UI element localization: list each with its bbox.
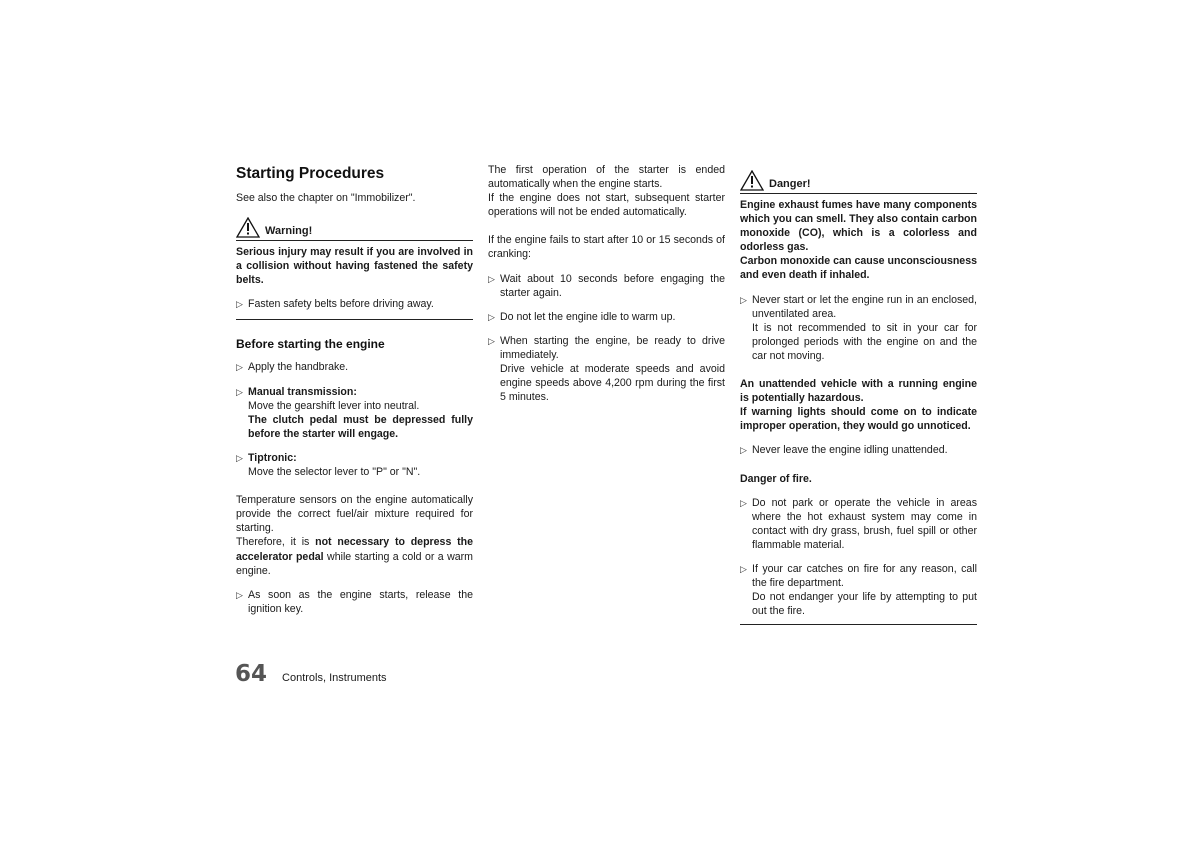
danger-text: Carbon monoxide can cause unconsciousness and even death if inhaled. [740, 255, 977, 282]
column-2 [488, 163, 725, 404]
danger-header [740, 170, 977, 194]
bullet-triangle-icon: ▷ [740, 294, 747, 305]
warning-text: Serious injury may result if you are involved in a collision without having fastened the safety belts. [236, 246, 473, 287]
bullet-triangle-icon: ▷ [236, 299, 243, 310]
bullet-triangle-icon: ▷ [488, 335, 495, 346]
list-item [236, 297, 473, 311]
warning-header [236, 217, 473, 241]
bullet-text: Never start or let the engine run in an enclosed, unventilated area. [752, 293, 977, 320]
bullet-triangle-icon: ▷ [740, 563, 747, 574]
warning-triangle-icon [236, 217, 260, 238]
list-item [740, 293, 977, 363]
bullet-text: As soon as the engine starts, release the ignition key. [248, 588, 473, 615]
danger-label: Danger! [769, 178, 811, 190]
bullet-text: Never leave the engine idling unattended. [752, 444, 948, 457]
body-paragraph: If the engine fails to start after 10 or 15 seconds of cranking: [488, 234, 725, 261]
column-3 [740, 170, 977, 625]
bullet-title: Tiptronic: [248, 451, 297, 464]
bullet-triangle-icon: ▷ [740, 497, 747, 508]
bullet-text: Do not park or operate the vehicle in areas where the hot exhaust system may come in contact with dry grass, brush, fuel spill or other flammable material. [752, 496, 977, 551]
list-item [236, 588, 473, 616]
page-number: 64 [235, 661, 268, 687]
bullet-text: Drive vehicle at moderate speeds and avoid engine speeds above 4,200 rpm during the first 5 minutes. [500, 363, 725, 404]
bullet-triangle-icon: ▷ [488, 273, 495, 284]
body-paragraph [236, 535, 473, 577]
bullet-triangle-icon: ▷ [740, 445, 747, 456]
page-footer [235, 660, 387, 688]
text-run: Therefore, it is [236, 536, 316, 549]
danger-text: Engine exhaust fumes have many components which you can smell. They also contain carbon monoxide (CO), which is a colorless and odorless gas. [740, 199, 977, 254]
bullet-text: Apply the handbrake. [248, 361, 349, 374]
body-paragraph: If the engine does not start, subsequent starter operations will not be ended automatically. [488, 192, 725, 219]
bullet-text: Do not let the engine idle to warm up. [500, 310, 676, 323]
bullet-triangle-icon: ▷ [488, 311, 495, 322]
bullet-text: Do not endanger your life by attempting to put out the fire. [752, 591, 977, 618]
bullet-triangle-icon: ▷ [236, 386, 243, 397]
bullet-text: Move the gearshift lever into neutral. [248, 399, 420, 412]
body-paragraph: The first operation of the starter is ended automatically when the engine starts. [488, 164, 725, 191]
bold-paragraph: If warning lights should come on to indicate improper operation, they would go unnoticed. [740, 406, 977, 433]
list-item [488, 334, 725, 404]
bullet-text: If your car catches on fire for any reason, call the fire department. [752, 562, 977, 590]
section-heading: Before starting the engine [236, 337, 385, 352]
list-item [740, 562, 977, 625]
list-item [488, 272, 725, 300]
list-item [236, 360, 473, 374]
see-also-note: See also the chapter on "Immobilizer". [236, 192, 416, 204]
bullet-text: Fasten safety belts before driving away. [248, 298, 434, 311]
list-item [740, 496, 977, 552]
bullet-triangle-icon: ▷ [236, 589, 243, 600]
body-paragraph: Temperature sensors on the engine automatically provide the correct fuel/air mixture required for starting. [236, 494, 473, 535]
column-1 [236, 164, 473, 616]
warning-triangle-icon [740, 170, 764, 191]
list-item [740, 443, 977, 457]
bullet-bold-text: The clutch pedal must be depressed fully before the starter will engage. [248, 413, 473, 440]
bullet-text: Wait about 10 seconds before engaging the starter again. [500, 272, 725, 299]
bullet-triangle-icon: ▷ [236, 452, 243, 463]
section-divider [236, 319, 473, 320]
section-label: Controls, Instruments [282, 672, 387, 684]
text-run: while starting a cold or a warm engine. [236, 550, 473, 577]
warning-label: Warning! [265, 225, 313, 238]
bullet-title: Manual transmission: [248, 385, 357, 398]
bullet-text: It is not recommended to sit in your car for prolonged periods with the engine on and the car not moving. [752, 321, 977, 362]
bold-paragraph: An unattended vehicle with a running engine is potentially hazardous. [740, 378, 977, 405]
list-item [236, 451, 473, 479]
text-run-bold: not necessary to depress the accelerator pedal [236, 536, 473, 563]
list-item [236, 385, 473, 441]
bullet-text: When starting the engine, be ready to drive immediately. [500, 334, 725, 361]
bullet-triangle-icon: ▷ [236, 362, 243, 373]
bullet-text: Move the selector lever to "P" or "N". [248, 466, 421, 479]
sub-heading: Danger of fire. [740, 472, 812, 485]
list-item [488, 310, 725, 324]
page-title: Starting Procedures [236, 165, 385, 182]
